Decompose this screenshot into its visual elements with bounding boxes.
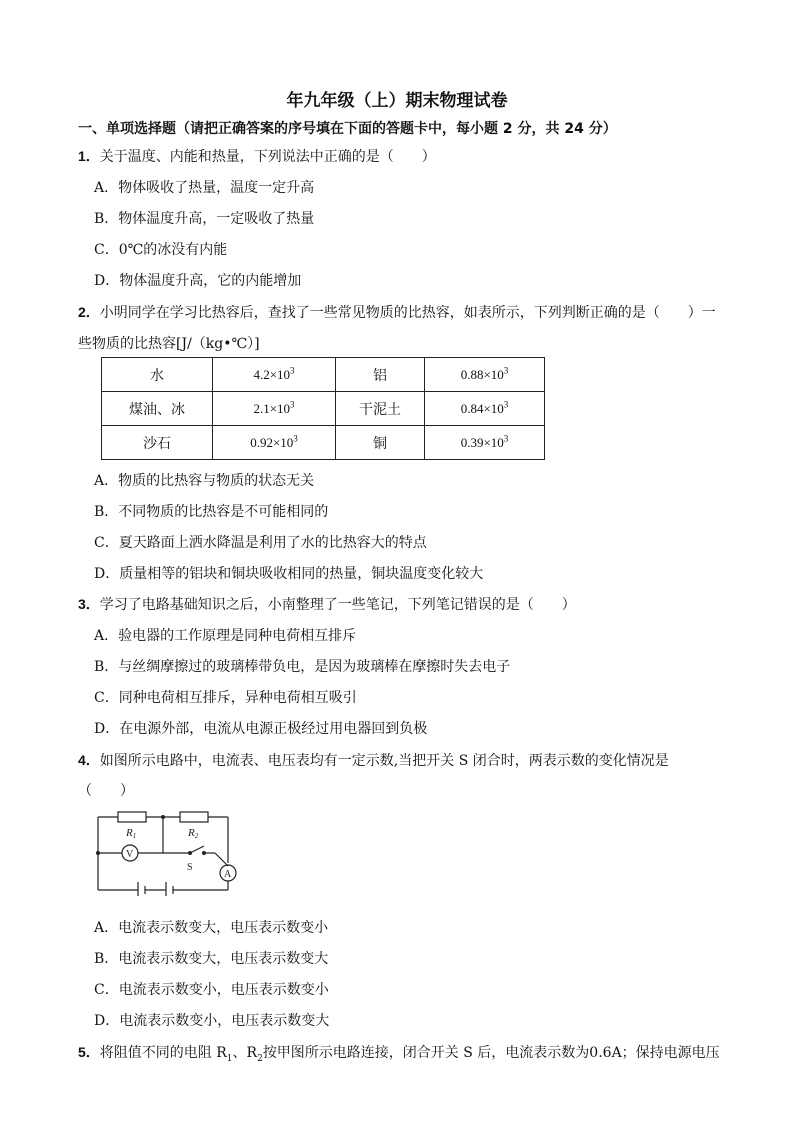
table-cell: $2.1\times 10^3$	[213, 392, 336, 426]
q3-option-a: A．验电器的工作原理是同种电荷相互排斥	[94, 628, 357, 644]
table-cell: 干泥土	[336, 392, 425, 426]
table-cell: $0.84\times 10^3$	[425, 392, 545, 426]
question-number: 4．	[78, 752, 100, 768]
label-ammeter: A	[224, 869, 232, 880]
question-number: 3．	[78, 596, 100, 612]
q2-option-c: C．夏天路面上洒水降温是利用了水的比热容大的特点	[94, 535, 427, 551]
q2-option-b: B．不同物质的比热容是不可能相同的	[94, 504, 329, 520]
specific-heat-table	[101, 357, 545, 460]
q1-option-c: C．0℃的冰没有内能	[94, 242, 228, 258]
q2-option-d: D．质量相等的铝块和铜块吸收相同的热量，铜块温度变化较大	[94, 566, 484, 582]
q1-option-a: A．物体吸收了热量，温度一定升高	[94, 180, 315, 196]
table-row	[102, 426, 545, 460]
table-cell: 铜	[336, 426, 425, 460]
table-cell: $0.39\times 10^3$	[425, 426, 545, 460]
table-row	[102, 392, 545, 426]
section-heading: 一、单项选择题（请把正确答案的序号填在下面的答题卡中，每小题 2 分，共 24 分）	[78, 121, 617, 137]
q3-option-b: B．与丝绸摩擦过的玻璃棒带负电，是因为玻璃棒在摩擦时失去电子	[94, 659, 511, 675]
label-r1: R1	[126, 827, 137, 840]
question-4-line2: （ ）	[78, 783, 134, 799]
question-text: 如图所示电路中，电流表、电压表均有一定示数,当把开关 S 闭合时，两表示数的变化情况是	[99, 753, 669, 769]
question-2-line2: 些物质的比热容[J/（kg•℃）]	[78, 336, 260, 352]
label-switch: S	[187, 862, 193, 873]
resistor-r1	[118, 812, 146, 822]
q4-option-c: C．电流表示数变小，电压表示数变小	[94, 982, 329, 998]
question-text: 小明同学在学习比热容后，查找了一些常见物质的比热容，如表所示，下列判断正确的是（ ）一	[99, 305, 716, 321]
table-cell: $0.88\times 10^3$	[425, 358, 545, 392]
label-r2: R2	[188, 827, 199, 840]
question-number: 1．	[78, 148, 100, 164]
page-title: 年九年级（上）期末物理试卷	[286, 91, 508, 111]
question-text: 关于温度、内能和热量，下列说法中正确的是（ ）	[99, 149, 436, 165]
table-row	[102, 358, 545, 392]
q3-option-c: C．同种电荷相互排斥，异种电荷相互吸引	[94, 690, 357, 706]
q4-option-d: D．电流表示数变小，电压表示数变大	[94, 1013, 330, 1029]
table-cell: 铝	[336, 358, 425, 392]
q1-option-d: D．物体温度升高，它的内能增加	[94, 273, 302, 289]
table-cell: 煤油、冰	[102, 392, 213, 426]
q1-option-b: B．物体温度升高，一定吸收了热量	[94, 211, 315, 227]
label-voltmeter: V	[126, 849, 134, 860]
q3-option-d: D．在电源外部，电流从电源正极经过用电器回到负极	[94, 721, 428, 737]
table-cell: $0.92\times 10^3$	[213, 426, 336, 460]
q4-option-b: B．电流表示数变大，电压表示数变大	[94, 951, 329, 967]
table-cell: $4.2\times 10^3$	[213, 358, 336, 392]
question-4	[78, 750, 669, 770]
question-text: 学习了电路基础知识之后，小南整理了一些笔记，下列笔记错误的是（ ）	[99, 597, 576, 613]
q4-option-a: A．电流表示数变大，电压表示数变小	[94, 920, 329, 936]
question-5: 5．将阻值不同的电阻 $R_1$、$R_2$按甲图所示电路连接，闭合开关 S 后，电流表示数为0.6A；保持电源电压	[78, 1044, 720, 1064]
circuit-diagram	[90, 808, 250, 896]
question-number: 2．	[78, 304, 100, 320]
question-number: 5．	[78, 1044, 100, 1060]
question-2	[78, 302, 716, 322]
resistor-r2	[180, 812, 208, 822]
question-1	[78, 146, 436, 166]
q2-option-a: A．物质的比热容与物质的状态无关	[94, 473, 315, 489]
table-cell: 水	[102, 358, 213, 392]
table-cell: 沙石	[102, 426, 213, 460]
question-3	[78, 594, 576, 614]
